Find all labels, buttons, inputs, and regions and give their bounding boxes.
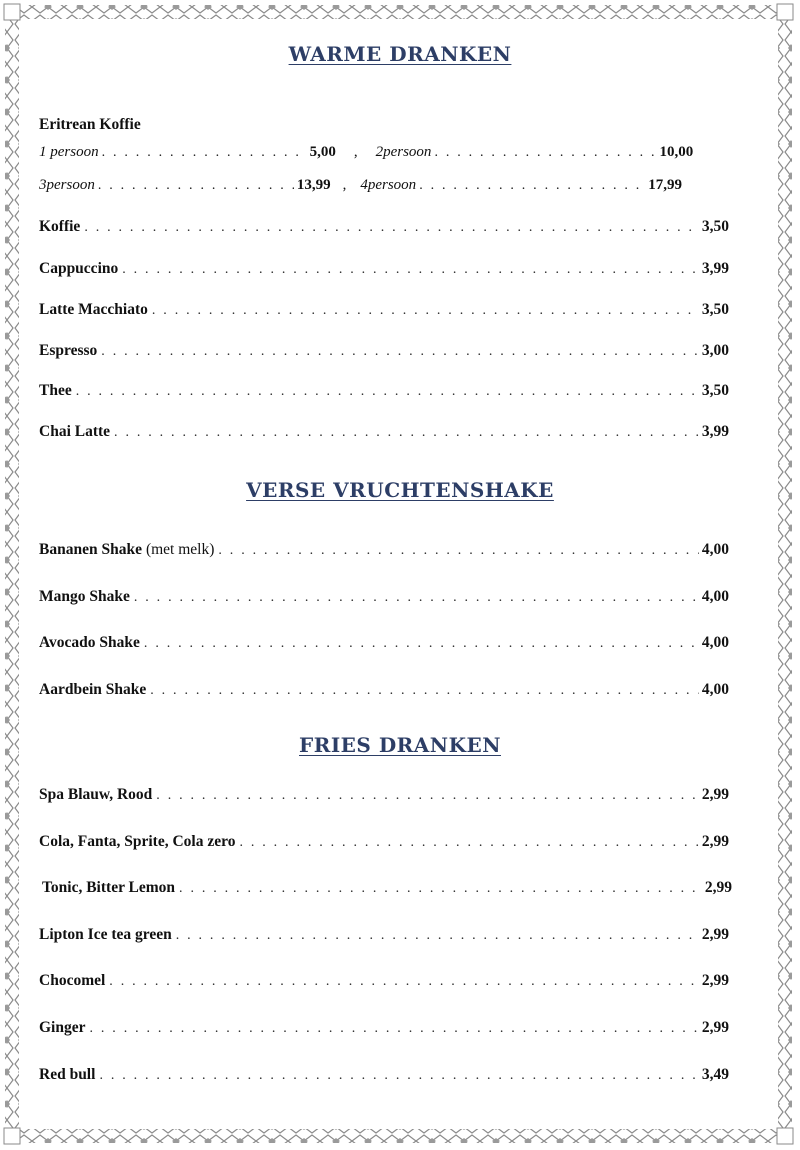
item-price: 2,99 — [704, 879, 732, 896]
dot-leader — [419, 178, 645, 194]
item-name: Red bull — [39, 1066, 96, 1083]
dot-leader — [434, 145, 656, 161]
dot-leader — [114, 425, 699, 441]
item-name: Koffie — [39, 218, 81, 235]
menu-item — [39, 926, 729, 948]
item-price: 2,99 — [701, 786, 729, 803]
menu-item — [39, 833, 729, 855]
menu-item — [39, 681, 729, 703]
item-name: Cappuccino — [39, 260, 119, 277]
dot-leader — [99, 1068, 698, 1084]
item-price: 4,00 — [701, 681, 729, 698]
item-name: Latte Macchiato — [39, 301, 148, 318]
option-separator: , — [342, 177, 347, 193]
menu-item — [39, 382, 729, 404]
menu-item — [39, 634, 729, 656]
item-name: Mango Shake — [39, 588, 130, 605]
item-price: 2,99 — [701, 972, 729, 989]
dot-leader — [122, 262, 699, 278]
eritrean-option — [39, 177, 331, 194]
item-price: 2,99 — [701, 1019, 729, 1036]
item-name: Espresso — [39, 342, 98, 359]
section-title-cold: FRIES DRANKEN — [299, 733, 501, 757]
item-name: Chai Latte — [39, 423, 111, 440]
menu-item — [39, 786, 729, 808]
item-price: 4,00 — [701, 541, 729, 558]
eritrean-option — [376, 144, 694, 161]
option-label: 1 persoon — [39, 144, 99, 160]
option-label: 4persoon — [360, 177, 417, 193]
dot-leader — [150, 683, 699, 699]
item-name: Tonic, Bitter Lemon — [42, 879, 176, 896]
item-note: (met melk) — [145, 541, 215, 558]
menu-item — [39, 423, 729, 445]
item-name: Avocado Shake — [39, 634, 140, 651]
menu-item — [39, 342, 729, 364]
dot-leader — [218, 543, 698, 559]
eritrean-options-row-2 — [39, 177, 682, 197]
eritrean-option — [39, 144, 336, 161]
menu-item — [42, 879, 732, 901]
menu-item — [39, 218, 729, 240]
item-price: 3,00 — [701, 342, 729, 359]
section-title-shakes: VERSE VRUCHTENSHAKE — [246, 478, 554, 502]
item-name: Aardbein Shake — [39, 681, 147, 698]
menu-item — [39, 301, 729, 323]
item-price: 3,99 — [701, 423, 729, 440]
menu-item — [39, 260, 729, 282]
dot-leader — [179, 881, 702, 897]
item-price: 3,49 — [701, 1066, 729, 1083]
dot-leader — [90, 1021, 699, 1037]
item-price: 4,00 — [701, 634, 729, 651]
option-label: 2persoon — [375, 144, 432, 160]
item-price: 2,99 — [701, 833, 729, 850]
item-name: Cola, Fanta, Sprite, Cola zero — [39, 833, 236, 850]
item-price: 3,50 — [701, 218, 729, 235]
menu-item — [39, 588, 729, 610]
item-name: Spa Blauw, Rood — [39, 786, 153, 803]
option-price: 13,99 — [296, 177, 331, 193]
option-label: 3persoon — [39, 177, 95, 193]
item-price: 3,50 — [701, 301, 729, 318]
option-price: 10,00 — [659, 144, 694, 160]
menu-item — [39, 541, 729, 563]
item-name: Thee — [39, 382, 72, 399]
item-price: 2,99 — [701, 926, 729, 943]
dot-leader — [76, 384, 699, 400]
eritrean-options-row-1 — [39, 144, 693, 164]
option-separator: , — [353, 144, 358, 160]
menu-item — [39, 1066, 729, 1088]
dot-leader — [101, 344, 699, 360]
item-name: Bananen Shake — [39, 541, 142, 558]
item-price: 3,99 — [701, 260, 729, 277]
menu-item — [39, 972, 729, 994]
item-price: 4,00 — [701, 588, 729, 605]
eritrean-option — [360, 177, 682, 194]
dot-leader — [84, 220, 699, 236]
dot-leader — [109, 974, 699, 990]
dot-leader — [176, 928, 699, 944]
eritrean-koffie-heading: Eritrean Koffie — [39, 116, 141, 133]
dot-leader — [239, 835, 698, 851]
dot-leader — [98, 178, 294, 194]
dot-leader — [156, 788, 699, 804]
section-title-warm: WARME DRANKEN — [288, 42, 512, 66]
item-price: 3,50 — [701, 382, 729, 399]
item-name: Lipton Ice tea green — [39, 926, 172, 943]
dot-leader — [102, 145, 307, 161]
item-name: Ginger — [39, 1019, 86, 1036]
item-name: Chocomel — [39, 972, 106, 989]
dot-leader — [152, 303, 699, 319]
option-price: 17,99 — [648, 177, 682, 193]
menu-item — [39, 1019, 729, 1041]
dot-leader — [144, 636, 699, 652]
dot-leader — [134, 590, 699, 606]
option-price: 5,00 — [309, 144, 336, 160]
